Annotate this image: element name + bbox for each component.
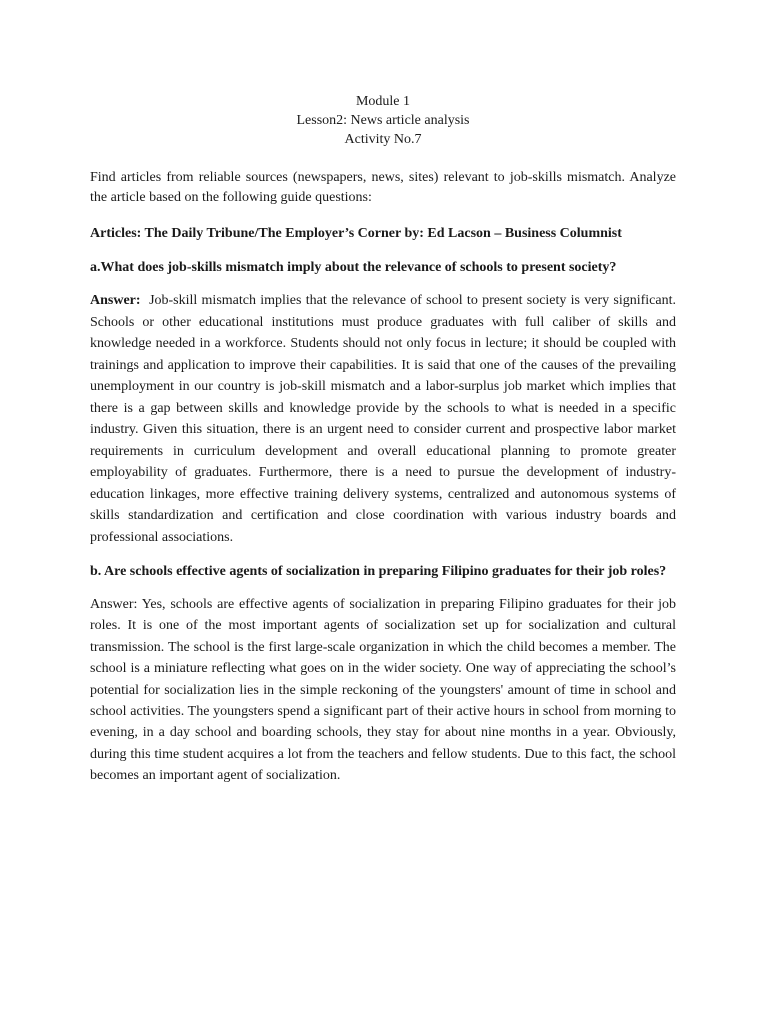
question-a: a.What does job-skills mismatch imply about the relevance of schools to present society? — [90, 260, 617, 275]
module-title: Module 1 — [355, 94, 411, 109]
instructions-paragraph: Find articles from reliable sources (newspapers, news, sites) relevant to job-skills mismatch. Analyze the article based on the following guide questions: — [90, 170, 676, 205]
lesson-title: Lesson2: News article analysis — [296, 113, 470, 128]
answer-b: Answer: Yes, schools are effective agents of socialization in preparing Filipino graduates for their job roles. It is one of the most important agents of socialization set up for socialization and cultural transmission. The school is the first large-scale organization in which the child becomes a member. The school is a miniature reflecting what goes on in the wider society. One way of appreciating the school’s potential for socialization lies in the simple reckoning of the youngsters' amount of time in school and school activities. The youngsters spend a significant part of their active hours in school from morning to evening, in a day school and boarding schools, they stay for about nine months in a year. Obviously, during this time student acquires a lot from the teachers and fellow students. Due to this fact, the school becomes an important agent of socialization. — [90, 597, 676, 784]
activity-title: Activity No.7 — [344, 132, 422, 147]
article-source: Articles: The Daily Tribune/The Employer’s Corner by: Ed Lacson – Business Columnist — [90, 226, 622, 241]
answer-a-label: Answer: — [90, 293, 141, 308]
document-page — [90, 92, 676, 801]
question-b: b. Are schools effective agents of socialization in preparing Filipino graduates for their job roles? — [90, 564, 667, 579]
answer-a-text: Job-skill mismatch implies that the relevance of school to present society is very significant. Schools or other educational institutions must produce graduates with full caliber of skills and knowledge needed in a workforce. Students should not only focus in lecture; it should be coupled with trainings and application to improve their capabilities. It is said that one of the causes of the prevailing unemployment in our country is job-skill mismatch and a labor-surplus job market which implies that there is a gap between skills and knowledge provide by the schools to what is needed in a specific industry. Given this situation, there is an urgent need to consider current and prospective labor market requirements in curriculum development and overall educational planning to promote greater employability of graduates. Furthermore, there is a need to pursue the development of industry-education linkages, more effective training delivery systems, centralized and autonomous systems of skills standardization and certification and close coordination with various industry boards and professional associations. — [90, 293, 676, 545]
document-heading — [90, 92, 676, 149]
answer-a — [90, 290, 676, 548]
